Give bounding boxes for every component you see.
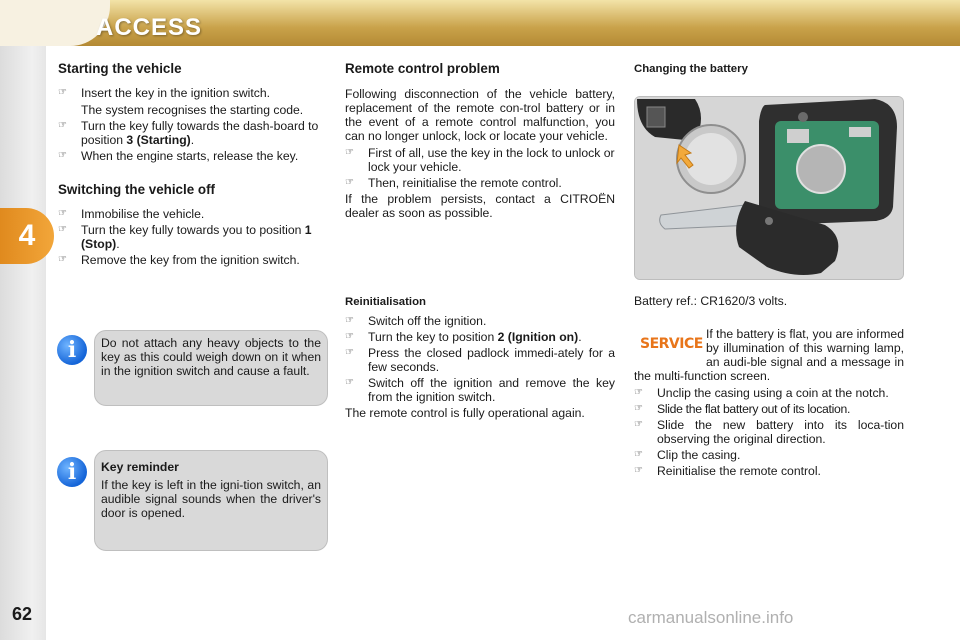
- remote-outro: If the problem persists, contact a CITROËN dealer as soon as possible.: [345, 192, 615, 220]
- list-item: ☞ Immobilise the vehicle.: [58, 207, 205, 221]
- hand-pointer-icon: ☞: [634, 465, 643, 476]
- hand-pointer-icon: ☞: [58, 120, 67, 131]
- hand-pointer-icon: ☞: [634, 403, 643, 414]
- hand-pointer-icon: ☞: [58, 224, 67, 235]
- hand-pointer-icon: ☞: [345, 315, 354, 326]
- remote-intro: Following disconnection of the vehicle battery, replacement of the remote con-trol battery or in the event of a remote control malfunction, you can no longer unlock, lock or locate your vehicle.: [345, 87, 615, 143]
- hand-pointer-icon: ☞: [58, 254, 67, 265]
- hand-pointer-icon: ☞: [58, 208, 67, 219]
- starting-list: [58, 86, 326, 163]
- starting-title: Starting the vehicle: [58, 61, 182, 76]
- reminder-text: If the key is left in the igni-tion switch, an audible signal sounds when the driver's door is opened.: [101, 478, 321, 520]
- left-margin-strip: [0, 0, 46, 640]
- list-item: ☞ Remove the key from the ignition switch.: [58, 253, 300, 267]
- reinit-outro: The remote control is fully operational again.: [345, 406, 585, 420]
- warning-box: [67, 330, 328, 406]
- hand-pointer-icon: ☞: [58, 150, 67, 161]
- page-number: 62: [12, 604, 33, 624]
- list-item: ☞ Switch off the ignition.: [345, 314, 487, 328]
- hand-pointer-icon: ☞: [345, 347, 354, 358]
- list-item: ☞ Turn the key fully towards you to position 1 (Stop).: [58, 223, 312, 251]
- hand-pointer-icon: ☞: [345, 147, 354, 158]
- battery-ref: Battery ref.: CR1620/3 volts.: [634, 294, 788, 308]
- remote-title: Remote control problem: [345, 61, 500, 76]
- hand-pointer-icon: ☞: [634, 449, 643, 460]
- hand-pointer-icon: ☞: [345, 377, 354, 388]
- info-icon: i: [57, 457, 87, 487]
- watermark: carmanualsonline.info: [628, 608, 794, 627]
- column-1: [58, 62, 326, 269]
- list-item: ☞ Turn the key to position 2 (Ignition on).: [345, 330, 582, 344]
- switching-title: Switching the vehicle off: [58, 182, 215, 197]
- list-item: ☞ Slide the new battery into its loca-tion observing the original direction.: [634, 418, 904, 446]
- battery-title: Changing the battery: [634, 63, 748, 75]
- hand-pointer-icon: ☞: [634, 387, 643, 398]
- list-item: ☞ First of all, use the key in the lock to unlock or lock your vehicle.: [345, 146, 615, 174]
- page-title: ACCESS: [96, 14, 203, 41]
- reminder-title: Key reminder: [101, 460, 179, 474]
- list-item: ☞ Unclip the casing using a coin at the notch.: [634, 386, 889, 400]
- key-reminder-box: [67, 450, 328, 551]
- remote-list: [345, 146, 615, 190]
- service-warning-lamp: SERVICE: [640, 336, 703, 352]
- switching-list: [58, 207, 326, 267]
- reinit-title: Reinitialisation: [345, 296, 427, 308]
- service-text: If the battery is flat, you are informed by illumination of this warning lamp, an audi-ble signal and a message in the multi-function screen.: [634, 327, 904, 383]
- warning-text: Do not attach any heavy objects to the key as this could weigh down on it when in the ignition switch and cause a fault.: [101, 336, 321, 378]
- remote-key-illustration: [635, 97, 903, 279]
- column-2: [345, 62, 615, 220]
- hand-pointer-icon: ☞: [345, 331, 354, 342]
- reinit-section: [345, 295, 615, 420]
- list-item: ☞ Turn the key fully towards the dash-board to position 3 (Starting).: [58, 119, 319, 147]
- remote-key-photo: [634, 96, 904, 280]
- list-item: ☞ Reinitialise the remote control.: [634, 464, 821, 478]
- chapter-tab: 4: [0, 208, 54, 264]
- list-item: ☞ Slide the flat battery out of its location.: [634, 402, 851, 416]
- hand-pointer-icon: ☞: [634, 419, 643, 430]
- battery-list: [634, 386, 904, 478]
- list-item: ☞ Then, reinitialise the remote control.: [345, 176, 562, 190]
- info-icon: i: [57, 335, 87, 365]
- list-item: ☞ Insert the key in the ignition switch. The system recognises the starting code.: [58, 86, 304, 117]
- hand-pointer-icon: ☞: [345, 177, 354, 188]
- list-item: ☞ Clip the casing.: [634, 448, 741, 462]
- list-item: ☞ Press the closed padlock immedi-ately for a few seconds.: [345, 346, 615, 374]
- hand-pointer-icon: ☞: [58, 87, 67, 98]
- list-item: ☞ When the engine starts, release the key.: [58, 149, 299, 163]
- reinit-list: [345, 314, 615, 404]
- list-item: ☞ Switch off the ignition and remove the key from the ignition switch.: [345, 376, 615, 404]
- column-3-text: [634, 327, 904, 480]
